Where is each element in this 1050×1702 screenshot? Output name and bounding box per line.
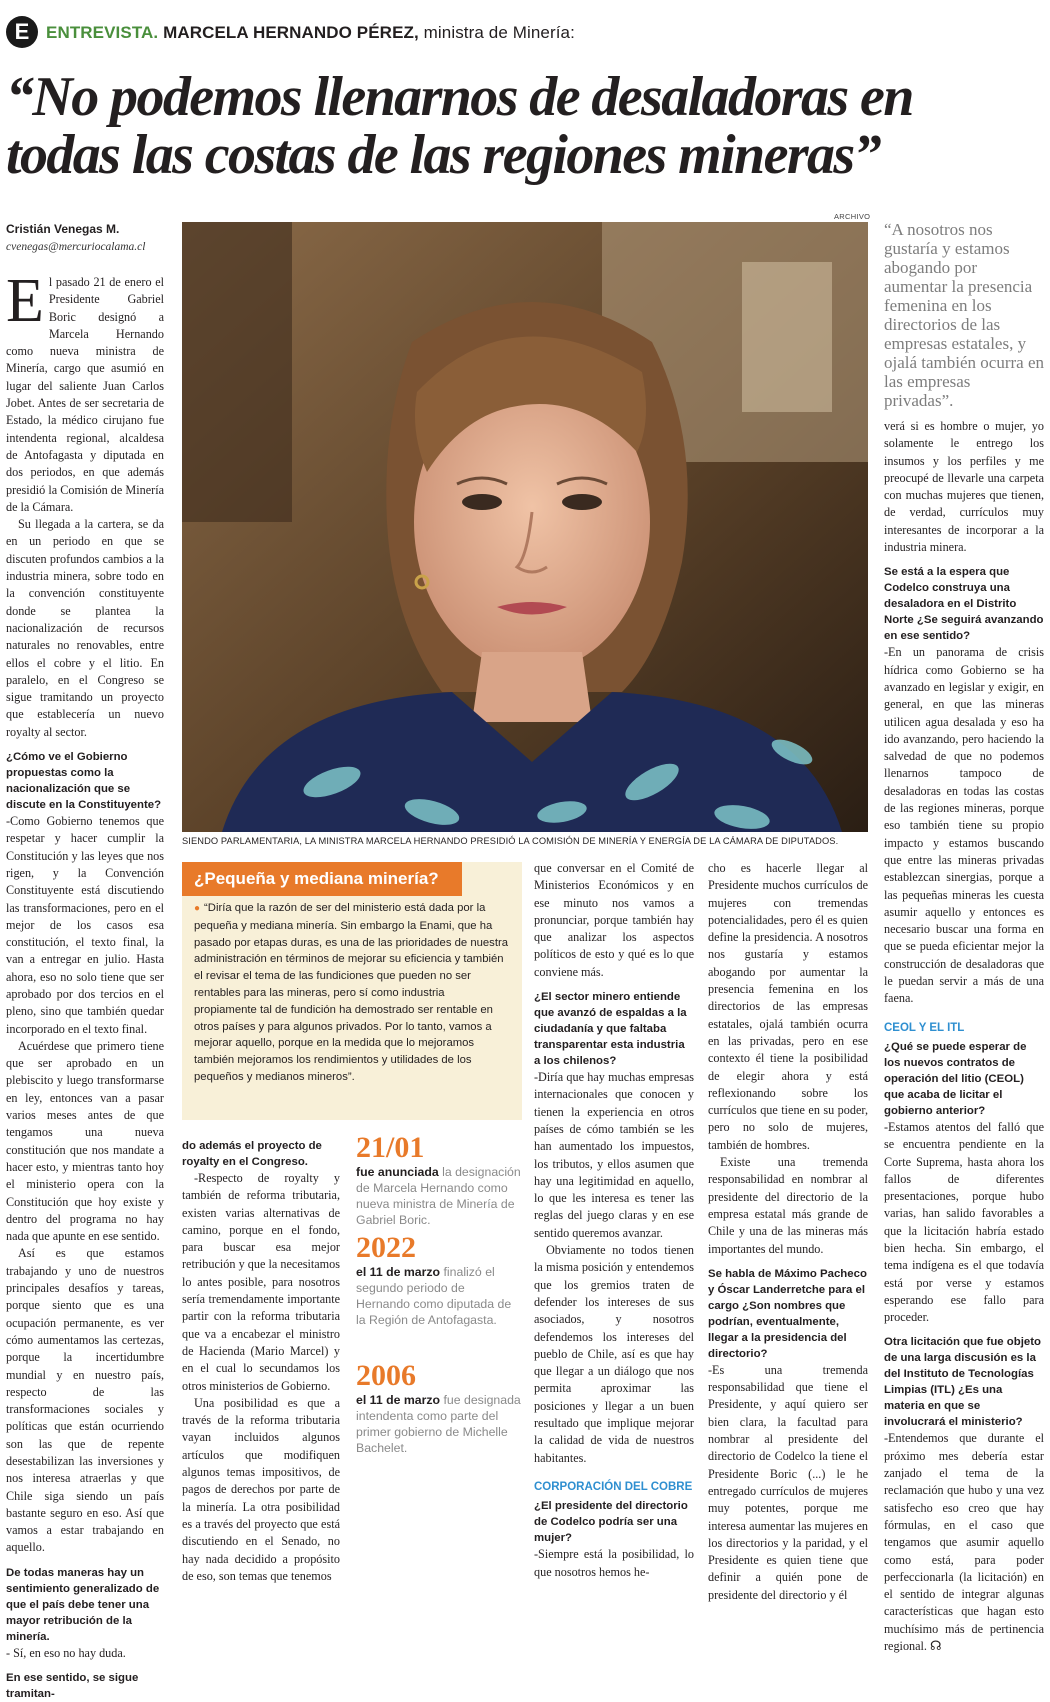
paragraph: Así es que estamos trabajando y uno de nuestros principales desafíos y tareas, porque siento que es una ocupación permanente, es ver cómo aumentamos las certezas, porque la incertidumbre mundial y en nuestro país, respecto de las transformaciones sociales y políticas que están ocurriendo son las que de repente desestabilizan las inversiones y nos interesa atraerlas y que Chile siga siendo un país bastante seguro en eso. Así que vamos a estar trabajando en aquello. <box>6 1246 164 1555</box>
paragraph: Obviamente no todos tienen la misma posición y entendemos que los gremios traten de defender los intereses de sus asociados, y nosotros defendemos los intereses del pueblo de Chile, así es que hay que llegar a un diálogo que nos permita aproximar las posiciones y llegar a un buen resultado que implique mejorar la calidad de vida de nuestros habitantes. <box>534 1243 694 1465</box>
paragraph: verá si es hombre o mujer, yo solamente le entrego los insumos y los perfiles y me preocupé de llevarle una carpeta con muchas mujeres que tienen, de verdad, currículos muy interesantes de incorporar a la industria minera. <box>884 419 1044 555</box>
paragraph-text: -Entendemos que durante el próximo mes debería estar zanjado el tema de la reclamación que hubo y una vez satisfecho eso creo que hay fórmulas, en el caso que tengamos que asumir aquello como está, para poder perfeccionarla (la licitación) en el sentido de integrar algunas características que hagan esto muchísimo más de pertinencia regional. <box>884 1431 1044 1654</box>
byline-author: Cristián Venegas M. <box>6 222 120 236</box>
paragraph: -Estamos atentos del falló que se encuentra pendiente en la Corte Suprema, hasta ahora los fallos de diferentes presentaciones, porque hubo varias, han salido favorables a que la licitación habría estado bien hecha. Sin embargo, el tema indígena es el que todavía está por verse y estamos esperando ese fallo para proceder. <box>884 1119 1044 1325</box>
kicker <box>46 23 575 43</box>
article-column-1 <box>6 267 164 1701</box>
paragraph: -Siempre está la posibilidad, lo que nosotros hemos he- <box>534 1547 694 1579</box>
article-column-6 <box>884 418 1044 1655</box>
subheading: CORPORACIÓN DEL COBRE <box>534 1480 693 1493</box>
photo-credit: ARCHIVO <box>834 212 871 221</box>
drop-cap: E <box>6 267 44 335</box>
timeline-text <box>356 1164 522 1228</box>
interview-question: En ese sentido, se sigue tramitan- <box>6 1672 139 1701</box>
subheading: CEOL Y EL ITL <box>884 1021 965 1034</box>
paragraph: -Diría que hay muchas empresas internacionales que conocen y tienen la experiencia en otros países de cómo también se les han aumentado los impuestos, los tributos, y ellos asumen que hay una legitimidad en aquello, lo que les interesa es tener las reglas del juego claras y en ese sentido queremos avanzar. <box>534 1070 694 1240</box>
timeline-highlight: el 11 de marzo <box>356 1265 441 1279</box>
pull-quote: “A nosotros nos gustaría y estamos abogando por aumentar la presencia femenina en los directorios de las empresas estatales, y ojalá también ocurra en las empresas privadas”. <box>884 220 1045 410</box>
interview-question: Se habla de Máximo Pacheco y Óscar Landerretche para el cargo ¿Son nombres que podrían, eventualmente, llegar a la presidencia del directorio? <box>708 1267 867 1360</box>
timeline-desc: fue designada intendenta como parte del primer gobierno de Michelle Bachelet. <box>356 1393 521 1455</box>
paragraph: -En un panorama de crisis hídrica como Gobierno se ha avanzado en legislar y exigir, en general, en que las mineras utilicen agua desalada y eso ha ido avanzando, pero haciendo la salvedad de que no podemos llenarnos tampoco de desaladoras en todas las costas de las regiones mineras, porque eso también tiene su propio impacto y estamos buscando que entre las mineras privadas establezcan sinergias, porque a las pequeñas mineras les cuesta asumir aquello y entonces es necesario buscar una forma en que se pueda eficientar mejor la construcción de desaladoras que le puedan servir a más de una faena. <box>884 645 1044 1006</box>
kicker-role: ministra de Minería: <box>418 23 575 42</box>
timeline-desc: la designación de Marcela Hernando como nueva ministra de Minería de Gabriel Boric. <box>356 1165 521 1227</box>
kicker-label: ENTREVISTA. <box>46 23 159 42</box>
interview-question: ¿El sector minero entiende que avanzó de espaldas a la ciudadanía y que faltaba transparentar esta industria a los chilenos? <box>534 991 687 1068</box>
headline-line-2: todas las costas de las regiones mineras” <box>6 124 881 186</box>
kicker-name: MARCELA HERNANDO PÉREZ, <box>163 23 419 42</box>
paragraph: - Sí, en eso no hay duda. <box>6 1645 126 1660</box>
article-column-4 <box>534 860 694 1579</box>
end-mark-icon: ☊ <box>930 1639 942 1655</box>
timeline-item <box>356 1232 522 1328</box>
interview-question: De todas maneras hay un sentimiento generalizado de que el país debe tener una mayor retribución de la minería. <box>6 1566 160 1643</box>
paragraph: Existe una tremenda responsabilidad en nombrar al presidente del directorio de la empresa estatal más grande de Chile y una de las mineras más importantes del mundo. <box>708 1155 868 1256</box>
interview-question: Otra licitación que fue objeto de una larga discusión es la del Instituto de Tecnologías Limpias (ITL) ¿Es una materia en que se involucrará el ministerio? <box>884 1336 1041 1429</box>
timeline-highlight: fue anunciada <box>356 1165 439 1179</box>
portrait-illustration <box>182 222 868 832</box>
interview-question: ¿El presidente del directorio de Codelco podría ser una mujer? <box>534 1500 688 1545</box>
bullet-icon: ● <box>194 903 201 914</box>
timeline-item <box>356 1132 522 1228</box>
paragraph: -Es una tremenda responsabilidad que tiene el Presidente, y aquí quiero ser bien clara, la facultad para nombrar al presidente del directorio de Codelco la tiene el Presidente Boric (...) le he entregado currículos de mujeres muy potentes, porque me interesa aumentar las mujeres en los directorios y la paridad, y el Presidente es quien tiene que definir a quién pone de presidente del directorio y él <box>708 1362 868 1602</box>
interview-question: Se está a la espera que Codelco construya una desaladora en el Distrito Norte ¿Se seguirá avanzando en ese sentido? <box>884 566 1044 643</box>
paragraph: Su llegada a la cartera, se da en un periodo en que se discuten profundos cambios a la industria minera, sobre todo en la convención constituyente donde se plantea la nacionalización de recursos naturales no renovables, entre ellos el cobre y el litio. En paralelo, en el Congreso se sigue tramitando un proyecto que establecería un nuevo royalty al sector. <box>6 517 164 739</box>
timeline-text <box>356 1264 522 1328</box>
section-badge: E <box>6 16 38 48</box>
timeline-year: 2006 <box>356 1359 416 1392</box>
headline-line-1: “No podemos llenarnos de desaladoras en <box>6 66 913 128</box>
interview-question: ¿Qué se puede esperar de los nuevos contratos de operación del litio (CEOL) que acaba de licitar el gobierno anterior? <box>884 1040 1027 1117</box>
timeline-year: 21/01 <box>356 1131 425 1164</box>
interview-question: do además el proyecto de royalty en el Congreso. <box>182 1140 322 1168</box>
paragraph: cho es hacerle llegar al Presidente muchos currículos de mujeres con tremendas potencialidades, pero él es quien define la presidencia. A nosotros nos gustaría y estamos abogando por aumentar la presencia femenina en los directorios de las empresas estatales, ojalá también ocurra en las privadas, pero en ese contexto él tiene la posibilidad de elegir ahora y está reflexionando sobre los currículos que tiene en su poder, pero no solo de mujeres, también de hombres. <box>708 861 868 1152</box>
timeline-highlight: el 11 de marzo <box>356 1393 441 1407</box>
interview-question: ¿Cómo ve el Gobierno propuestas como la nacionalización que se discute en la Constituyente? <box>6 751 162 812</box>
timeline-text <box>356 1392 522 1456</box>
portrait-photo <box>182 222 868 832</box>
article-column-5 <box>708 860 868 1602</box>
paragraph: Una posibilidad es que a través de la reforma tributaria vayan incluidos algunos artículos que modifiquen algunos temas impositivos, de pagos de derechos por parte de la minería. La otra posibilidad es a través del proyecto que está discutiendo en el Senado, no hay nada decidido a propósito de eso, son temas que tenemos <box>182 1395 340 1583</box>
timeline-item <box>356 1360 522 1456</box>
paragraph: Acuérdese que primero tiene que ser aprobado en un plebiscito y luego transformarse en ley, entonces van a pasar varios meses antes de que tengamos una nueva constitución que nos mandate a hacer esto, y mientras tanto hoy el ministerio opera con la Constitución que hoy existe y dentro del programa no hay nada que apunte en ese sentido. <box>6 1038 164 1244</box>
headline <box>6 68 1046 184</box>
paragraph: que conversar en el Comité de Ministerios Económicos y en ese minuto nos vamos a pronunciar, porque también hay que analizar los aspectos políticos de esto y qué es lo que conviene más. <box>534 861 694 979</box>
article-column-2 <box>182 1138 340 1583</box>
byline-email: cvenegas@mercuriocalama.cl <box>6 241 146 253</box>
paragraph: -Respecto de royalty y también de reforma tributaria, existen varias alternativas de camino, porque en el fondo, para buscar esa mejor retribución y que la necesitamos lo antes posible, para nosotros sería tremendamente importante partir con la reforma tributaria que va a encabezar el ministro de Hacienda (Mario Marcel) y en el cual lo secundamos los otros ministerios de Gobierno. <box>182 1171 340 1393</box>
sidebar-box-title: ¿Pequeña y mediana minería? <box>182 862 462 896</box>
sidebar-box-text <box>194 900 510 1086</box>
photo-caption: SIENDO PARLAMENTARIA, LA MINISTRA MARCELA HERNANDO PRESIDIÓ LA COMISIÓN DE MINERÍA Y ENERGÍA DE LA CÁMARA DE DIPUTADOS. <box>182 836 839 846</box>
paragraph: l pasado 21 de enero el Presidente Gabriel Boric designó a Marcela Hernando como nueva ministra de Minería, cargo que asumió en lugar del saliente Juan Carlos Jobet. Antes de ser secretaria de Estado, la médico cirujano fue intendenta regional, alcaldesa de Antofagasta y diputada en dos periodos, en que además presidió la Comisión de Minería de la Cámara. <box>6 275 164 514</box>
paragraph <box>884 1430 1044 1655</box>
timeline-year: 2022 <box>356 1231 416 1264</box>
timeline-desc: finalizó el segundo periodo de Hernando como diputada de la Región de Antofagasta. <box>356 1265 512 1327</box>
paragraph: -Como Gobierno tenemos que respetar y hacer cumplir la Constitución y las leyes que nos rigen, y la Convención Constituyente está discutiendo las transformaciones, pero en el mejor de los casos esa constitución, el texto final, la van a entregar en julio. Hasta ahora, eso no solo tiene que ser aprobado por dos tercios en el pleno, sino que también quedar incorporado en el texto final. <box>6 814 164 1036</box>
sidebar-box-quote: “Diría que la razón de ser del ministerio está dada por la pequeña y mediana minería. Sin embargo la Enami, que ha pasado por etapas duras, es una de las prioridades de nuestra administración en términos de mejorar su eficiencia y también el revisar el tema de las fundiciones que pueden no ser rentables para las mineras, pero sí como industria propiamente tal de fundición ha demostrado ser rentable en otros países y para algunos privados. Por lo tanto, vamos a mejorar aquello, porque en la medida que lo mejoramos también mejoramos los rendimientos y utilidades de los pequeños y medianos mineros”. <box>194 902 509 1083</box>
